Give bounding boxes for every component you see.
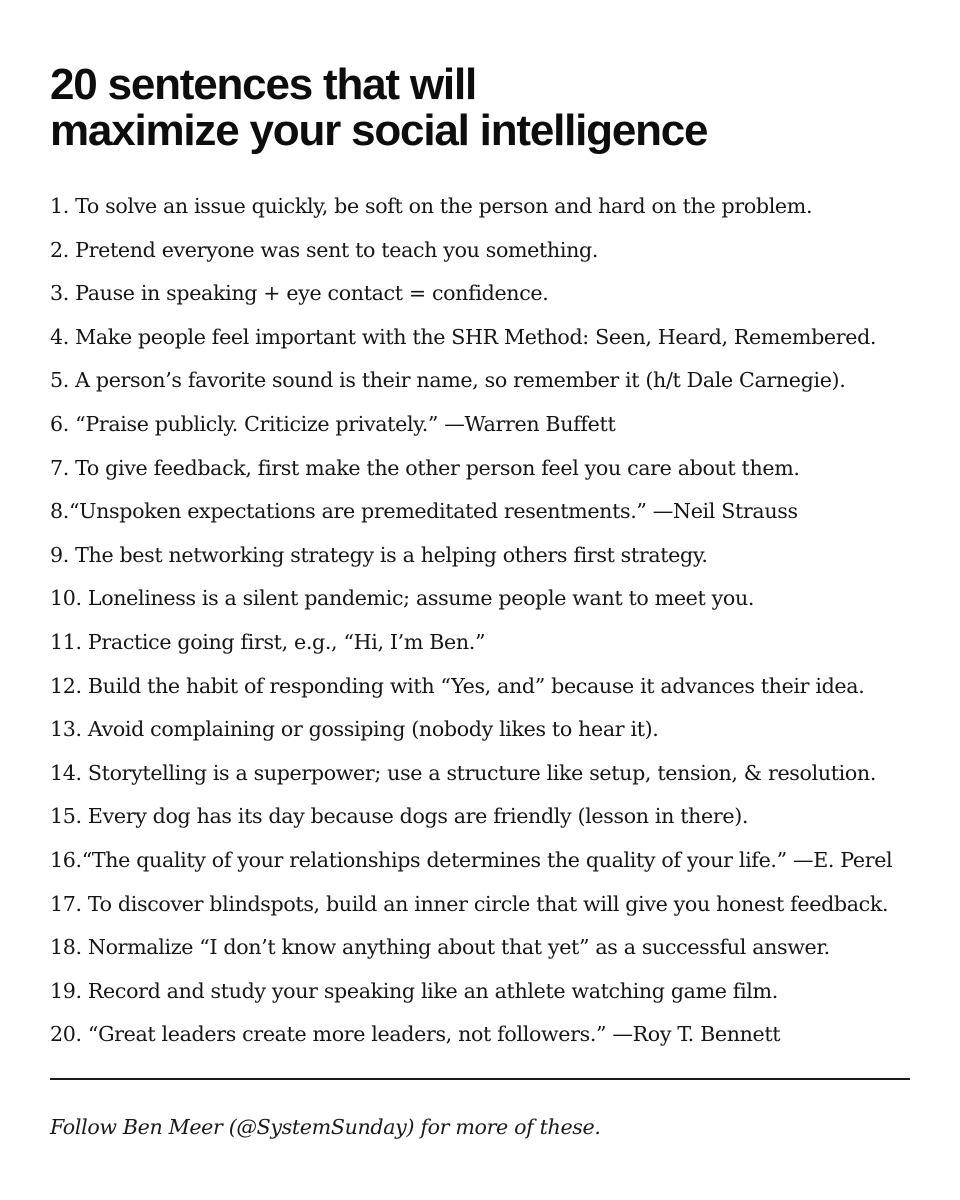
list-item: 20. “Great leaders create more leaders, not followers.” —Roy T. Bennett — [50, 1022, 781, 1047]
list-item: 11. Practice going first, e.g., “Hi, I’m Ben.” — [50, 629, 486, 654]
footer-divider — [50, 1078, 910, 1080]
title-line-1: 20 sentences that will — [50, 60, 476, 109]
title-line-2: maximize your social intelligence — [50, 106, 708, 155]
list-item: 1. To solve an issue quickly, be soft on the person and hard on the problem. — [50, 194, 813, 218]
footer-credit: Follow Ben Meer (@SystemSunday) for more of these. — [50, 1115, 601, 1139]
list-item: 12. Build the habit of responding with “Yes, and” because it advances their idea. — [50, 673, 865, 698]
list-item: 4. Make people feel important with the SHR Method: Seen, Heard, Remembered. — [50, 324, 877, 349]
list-item: 14. Storytelling is a superpower; use a structure like setup, tension, & resolution. — [50, 760, 877, 785]
list-item: 13. Avoid complaining or gossiping (nobody likes to hear it). — [50, 717, 659, 742]
sentence-list — [50, 185, 892, 1057]
list-item: 16.“The quality of your relationships determines the quality of your life.” —E. Perel — [50, 847, 893, 872]
document-page — [50, 0, 910, 1200]
list-item: 19. Record and study your speaking like an athlete watching game film. — [50, 978, 778, 1003]
list-item: 17. To discover blindspots, build an inner circle that will give you honest feedback. — [50, 891, 889, 916]
list-item: 2. Pretend everyone was sent to teach you something. — [50, 237, 599, 262]
list-item: 15. Every dog has its day because dogs are friendly (lesson in there). — [50, 804, 749, 829]
list-item: 3. Pause in speaking + eye contact = confidence. — [50, 281, 549, 306]
list-item: 6. “Praise publicly. Criticize privately.” —Warren Buffett — [50, 411, 616, 436]
list-item: 18. Normalize “I don’t know anything about that yet” as a successful answer. — [50, 935, 830, 960]
list-item: 7. To give feedback, first make the other person feel you care about them. — [50, 455, 800, 480]
list-item: 5. A person’s favorite sound is their name, so remember it (h/t Dale Carnegie). — [50, 368, 846, 393]
list-item: 10. Loneliness is a silent pandemic; assume people want to meet you. — [50, 586, 755, 611]
list-item: 8.“Unspoken expectations are premeditated resentments.” —Neil Strauss — [50, 499, 798, 524]
page-title — [50, 62, 707, 154]
list-item: 9. The best networking strategy is a helping others first strategy. — [50, 542, 708, 567]
